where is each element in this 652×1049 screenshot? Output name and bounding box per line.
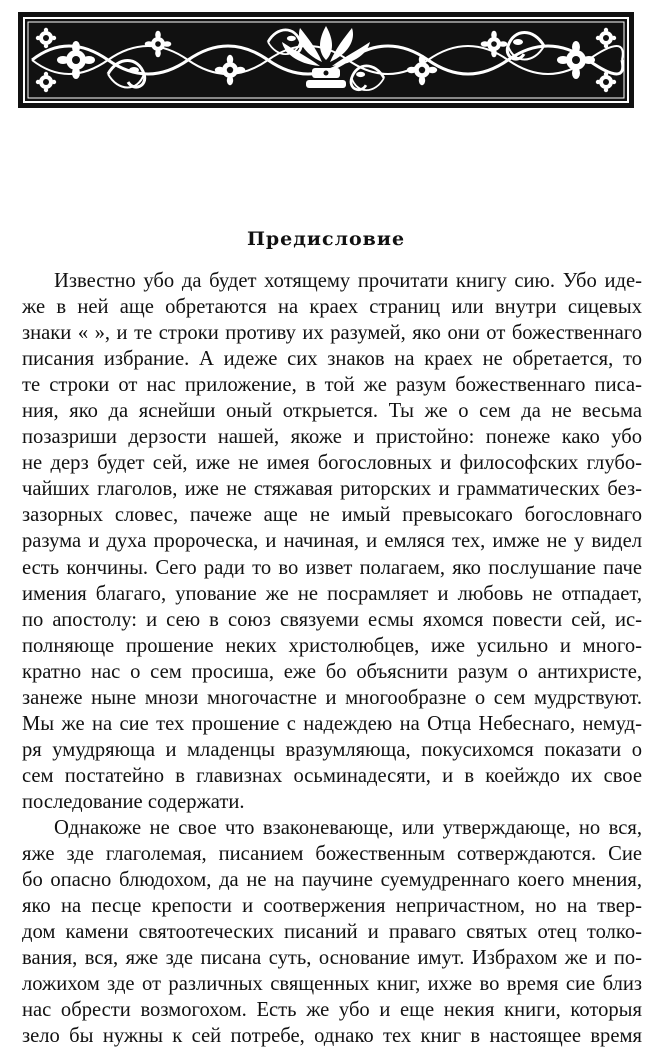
text-line: вания, вся, яже зде писана суть, основание имут. Избрахом же и по- <box>22 947 642 970</box>
text-line: ложихом зде от различных священных книг, ихже во время сие близ <box>22 973 642 996</box>
text-line: чайших глаголов, иже не стяжавая риторских и грамматических без- <box>22 478 642 501</box>
text-line: нас обрести возмогохом. Есть же убо и еще некия книги, которыя <box>22 999 642 1022</box>
text-line: позазриши дерзости нашей, якоже и пристойно: понеже како убо <box>22 426 642 449</box>
text-line: же в ней аще обретаются на краех страниц или внутри сицевых <box>22 296 642 319</box>
text-line: Однакоже не свое что взаконевающе, или утверждающе, но вся, <box>54 816 642 839</box>
text-line: последование содержати. <box>22 790 245 813</box>
text-line: есть кончины. Сего ради то во извет полагаем, яко послушание паче <box>22 556 642 579</box>
paragraph-2 <box>22 815 642 1049</box>
text-line: по апостолу: и сею в союз связуеми есмы яхомся повести сей, ис- <box>22 608 642 631</box>
text-line: имения благаго, упование же не посрамляет и любовь не отпадает, <box>22 582 642 605</box>
text-line: бо опасно блюдохом, да не на паучине суемудреннаго коего мнения, <box>22 869 642 892</box>
text-line: зазорных словес, пачеже аще не имый превысокаго богословнаго <box>22 504 642 527</box>
ornamental-header-band <box>18 12 634 108</box>
text-line: дом камени святоотеческих писаний и праваго святых отец толко- <box>22 921 642 944</box>
text-line: занеже ныне мнози многочастне и многообразне о сем мудрствуют. <box>22 686 642 709</box>
text-line: знаки « », и те строки противу их разумей, яко они от божественнаго <box>22 322 642 345</box>
text-line: яко на песце крепости и соотвержения непричастном, но на твер- <box>22 895 642 918</box>
text-line: Мы же на сие тех прошение с надеждею на Отца Небеснаго, немуд- <box>22 712 642 735</box>
text-line: кратно нас о сем просиша, еже бо объяснити разум о антихристе, <box>22 660 642 683</box>
text-line: полняюще прошение неких христолюбцев, иже усильно и много- <box>22 634 642 657</box>
text-line: ния, яко да яснейши оный открыется. Ты же о сем да не весьма <box>22 400 642 423</box>
text-line: те строки от нас приложение, в той же разум божественнаго писа- <box>22 374 642 397</box>
text-line: яже зде глаголемая, писанием божественным сотверждаются. Сие <box>22 843 642 866</box>
text-line: Известно убо да будет хотящему прочитати книгу сию. Убо иде- <box>54 270 642 292</box>
section-heading: Предисловие <box>246 228 406 250</box>
text-line: писания избрание. А идеже сих знаков на краех не обретается, то <box>22 348 642 371</box>
text-line: сем постатейно в главизнах осьминадесяти, и в коейждо их свое <box>22 764 642 787</box>
body-text <box>22 268 642 1049</box>
text-line: не дерз будет сей, иже не имея богословных и философских глубо- <box>22 452 642 475</box>
paragraph-1 <box>22 268 642 815</box>
text-line: разума и духа пророческа, и начиная, и емляся тех, имже не у видел <box>22 530 642 553</box>
text-line: ря умудряюща и младенцы вразумляюща, покусихомся показати о <box>22 738 642 761</box>
text-line: зело бы нужны к сей потребе, однако тех книг в настоящее время <box>22 1025 642 1048</box>
